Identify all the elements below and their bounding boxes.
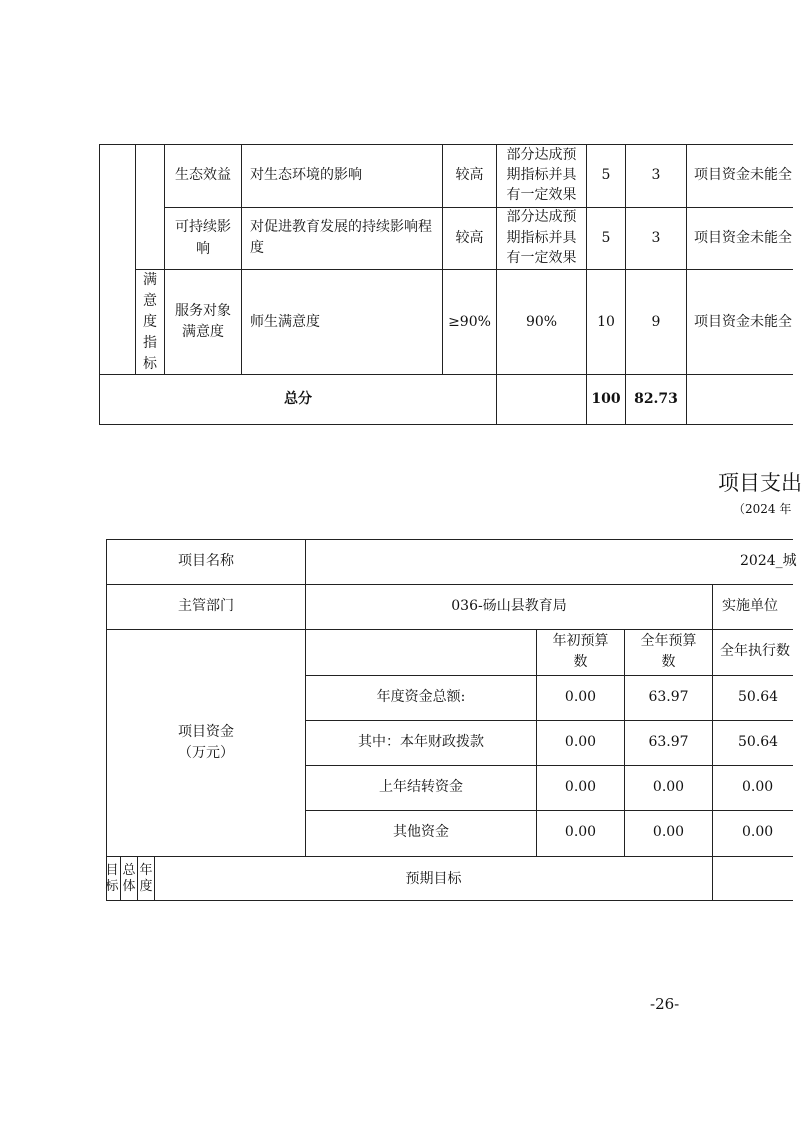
fund-row-fiscal-annual: 63.97 — [648, 734, 689, 750]
goal-side-col3-a: 年 — [139, 863, 153, 878]
col-initial-budget-l1: 年初预算 — [552, 633, 609, 649]
fund-row-other-annual: 0.00 — [652, 824, 685, 840]
fund-row-fiscal-label: 其中：本年财政拨款 — [358, 734, 484, 750]
category-satisfaction-c5: 标 — [143, 356, 157, 372]
goal-side-col2-a: 总 — [122, 863, 136, 878]
page-number: -26- — [650, 995, 680, 1013]
row1-sub-indicator: 生态效益 — [175, 167, 231, 183]
category-satisfaction-c3: 度 — [143, 314, 157, 330]
fund-row-carryover-executed: 0.00 — [742, 779, 774, 795]
row3-score: 9 — [651, 314, 661, 330]
section-subtitle: （2024 年 — [733, 502, 792, 516]
row3-reason: 项目资金未能全 — [694, 314, 792, 330]
row3-weight: 10 — [597, 314, 615, 330]
row2-sub-indicator-l2: 响 — [196, 241, 210, 257]
expected-goal-label: 预期目标 — [405, 871, 462, 887]
col-annual-budget-l2: 数 — [661, 654, 676, 670]
category-satisfaction-c1: 满 — [143, 272, 157, 288]
section-title: 项目支出 — [718, 471, 802, 495]
fund-row-fiscal-executed: 50.64 — [738, 734, 779, 750]
category-satisfaction-c2: 意 — [143, 293, 157, 309]
fund-row-other-initial: 0.00 — [564, 824, 597, 840]
row2-target: 较高 — [455, 230, 484, 246]
row1-indicator: 对生态环境的影响 — [250, 167, 362, 183]
row2-actual-l3: 有一定效果 — [506, 250, 577, 266]
row1-reason: 项目资金未能全 — [694, 167, 792, 183]
fund-row-other-executed: 0.00 — [742, 824, 774, 840]
row2-actual-l1: 部分达成预 — [506, 209, 577, 225]
fund-row-fiscal-initial: 0.00 — [564, 734, 597, 750]
row3-target: ≥90% — [448, 314, 491, 330]
row2-actual-l2: 期指标并具 — [506, 230, 577, 246]
row2-score: 3 — [651, 230, 661, 246]
goal-side-col1-a: 目 — [105, 863, 119, 878]
funds-label-l2: （万元） — [178, 745, 234, 761]
row2-weight: 5 — [601, 230, 611, 246]
project-name-value: 2024_城 — [740, 553, 797, 569]
col-initial-budget-l2: 数 — [573, 654, 588, 670]
goal-side-col1-b: 标 — [105, 879, 119, 894]
row1-actual-l3: 有一定效果 — [506, 187, 577, 203]
col-executed: 全年执行数 — [720, 643, 790, 659]
project-name-label: 项目名称 — [178, 553, 234, 569]
category-satisfaction-c4: 指 — [143, 335, 157, 351]
row1-score: 3 — [651, 167, 661, 183]
row3-sub-indicator-l1: 服务对象 — [175, 303, 231, 319]
fund-row-total-label: 年度资金总额: — [376, 689, 466, 705]
goal-side-col3-b: 度 — [139, 879, 153, 894]
impl-unit-label: 实施单位 — [722, 598, 778, 614]
row1-target: 较高 — [455, 167, 484, 183]
row3-sub-indicator-l2: 满意度 — [182, 324, 224, 340]
row2-reason: 项目资金未能全 — [694, 230, 792, 246]
row3-actual: 90% — [525, 314, 558, 330]
total-label: 总分 — [284, 391, 312, 407]
fund-row-total-executed: 50.64 — [738, 689, 779, 705]
fund-row-other-label: 其他资金 — [393, 824, 449, 840]
funds-label-l1: 项目资金 — [178, 724, 234, 740]
total-weight: 100 — [591, 391, 621, 407]
row1-actual-l2: 期指标并具 — [506, 167, 577, 183]
row1-weight: 5 — [601, 167, 611, 183]
dept-value: 036-砀山县教育局 — [451, 598, 567, 614]
row2-indicator-l1: 对促进教育发展的持续影响程 — [250, 219, 432, 235]
row2-indicator-l2: 度 — [250, 240, 264, 256]
fund-row-carryover-initial: 0.00 — [564, 779, 597, 795]
fund-row-carryover-annual: 0.00 — [652, 779, 685, 795]
goal-side-col2-b: 体 — [122, 879, 136, 894]
fund-row-total-initial: 0.00 — [564, 689, 597, 705]
row1-actual-l1: 部分达成预 — [506, 147, 577, 163]
fund-row-total-annual: 63.97 — [648, 689, 689, 705]
total-score: 82.73 — [634, 391, 678, 407]
row2-sub-indicator-l1: 可持续影 — [175, 219, 231, 235]
fund-row-carryover-label: 上年结转资金 — [379, 779, 463, 795]
col-annual-budget-l1: 全年预算 — [640, 633, 697, 649]
row3-indicator: 师生满意度 — [250, 314, 320, 330]
dept-label: 主管部门 — [178, 598, 234, 614]
